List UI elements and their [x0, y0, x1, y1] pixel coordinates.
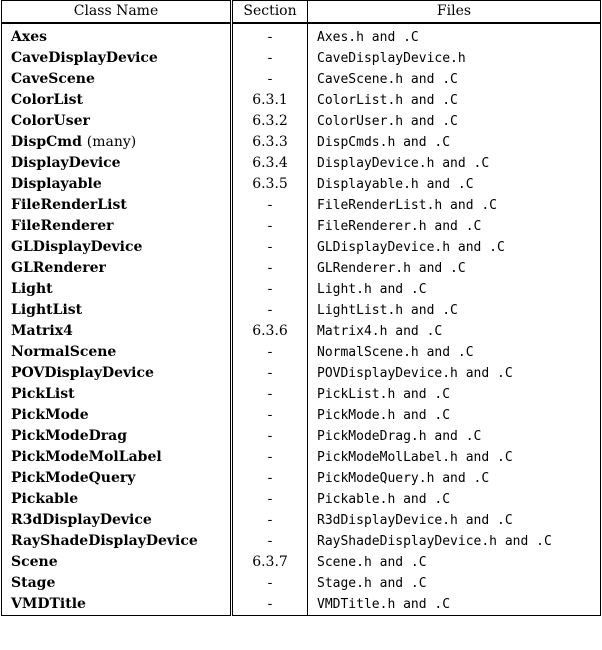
class-name: POVDisplayDevice	[11, 365, 154, 381]
class-name: CaveDisplayDevice	[11, 50, 158, 66]
files-cell: FileRenderList.h and .C	[308, 195, 601, 216]
files-cell: Scene.h and .C	[308, 552, 601, 573]
table-row	[2, 48, 601, 69]
files-cell: VMDTitle.h and .C	[308, 594, 601, 616]
class-name-cell	[2, 90, 232, 111]
class-name-cell	[2, 573, 232, 594]
table-row	[2, 111, 601, 132]
class-name-cell	[2, 342, 232, 363]
class-name-cell	[2, 384, 232, 405]
class-name: PickMode	[11, 407, 89, 423]
files-cell: R3dDisplayDevice.h and .C	[308, 510, 601, 531]
class-name: ColorUser	[11, 113, 90, 129]
class-name: DispCmd	[11, 134, 82, 150]
files-cell: FileRenderer.h and .C	[308, 216, 601, 237]
section-cell: 6.3.5	[232, 174, 308, 195]
class-name: CaveScene	[11, 71, 95, 87]
class-name: Displayable	[11, 176, 102, 192]
class-name: Light	[11, 281, 53, 297]
class-name-cell	[2, 447, 232, 468]
table-row	[2, 300, 601, 321]
table-row	[2, 489, 601, 510]
section-cell: -	[232, 405, 308, 426]
table-row	[2, 405, 601, 426]
files-cell: PickModeQuery.h and .C	[308, 468, 601, 489]
section-cell: 6.3.4	[232, 153, 308, 174]
files-cell: LightList.h and .C	[308, 300, 601, 321]
class-name-cell	[2, 216, 232, 237]
class-name-cell	[2, 426, 232, 447]
class-name-cell	[2, 195, 232, 216]
section-cell: -	[232, 48, 308, 69]
class-name-cell	[2, 153, 232, 174]
header-row	[2, 1, 601, 24]
table-row	[2, 531, 601, 552]
table-row	[2, 321, 601, 342]
files-cell: PickMode.h and .C	[308, 405, 601, 426]
section-cell: -	[232, 216, 308, 237]
class-name-cell	[2, 69, 232, 90]
table-row	[2, 153, 601, 174]
table-row	[2, 174, 601, 195]
section-cell: -	[232, 447, 308, 468]
files-cell: NormalScene.h and .C	[308, 342, 601, 363]
files-cell: Light.h and .C	[308, 279, 601, 300]
section-cell: 6.3.2	[232, 111, 308, 132]
class-name-cell	[2, 321, 232, 342]
files-cell: PickModeDrag.h and .C	[308, 426, 601, 447]
table-row	[2, 216, 601, 237]
section-cell: -	[232, 384, 308, 405]
files-cell: Pickable.h and .C	[308, 489, 601, 510]
class-name: PickModeQuery	[11, 470, 136, 486]
table-row	[2, 468, 601, 489]
section-cell: -	[232, 489, 308, 510]
section-cell: -	[232, 531, 308, 552]
table-row	[2, 510, 601, 531]
class-name: PickList	[11, 386, 75, 402]
class-name-cell	[2, 279, 232, 300]
class-name-cell	[2, 594, 232, 616]
class-name: Stage	[11, 575, 56, 591]
class-name: Matrix4	[11, 323, 73, 339]
class-name: GLDisplayDevice	[11, 239, 143, 255]
class-name: Pickable	[11, 491, 79, 507]
section-cell: 6.3.7	[232, 552, 308, 573]
class-name: PickModeMolLabel	[11, 449, 162, 465]
table-row	[2, 23, 601, 48]
files-cell: Stage.h and .C	[308, 573, 601, 594]
header-section: Section	[232, 1, 308, 24]
class-name: ColorList	[11, 92, 84, 108]
table-row	[2, 132, 601, 153]
class-name-cell	[2, 48, 232, 69]
class-name: NormalScene	[11, 344, 117, 360]
class-name: Axes	[11, 29, 47, 45]
class-name-cell	[2, 552, 232, 573]
files-cell: Matrix4.h and .C	[308, 321, 601, 342]
table-row	[2, 237, 601, 258]
files-cell: RayShadeDisplayDevice.h and .C	[308, 531, 601, 552]
table-row	[2, 447, 601, 468]
class-name-cell	[2, 174, 232, 195]
table-row	[2, 426, 601, 447]
section-cell: -	[232, 300, 308, 321]
table-row	[2, 552, 601, 573]
class-name: LightList	[11, 302, 83, 318]
files-cell: ColorUser.h and .C	[308, 111, 601, 132]
section-cell: 6.3.1	[232, 90, 308, 111]
class-name: FileRenderList	[11, 197, 127, 213]
class-name: DisplayDevice	[11, 155, 121, 171]
class-name-cell	[2, 363, 232, 384]
files-cell: CaveDisplayDevice.h	[308, 48, 601, 69]
header-files: Files	[308, 1, 601, 24]
files-cell: CaveScene.h and .C	[308, 69, 601, 90]
section-cell: -	[232, 342, 308, 363]
class-table	[1, 0, 601, 616]
class-name-cell	[2, 405, 232, 426]
section-cell: -	[232, 69, 308, 90]
section-cell: -	[232, 195, 308, 216]
files-cell: GLRenderer.h and .C	[308, 258, 601, 279]
section-cell: -	[232, 363, 308, 384]
section-cell: -	[232, 426, 308, 447]
table-row	[2, 69, 601, 90]
files-cell: ColorList.h and .C	[308, 90, 601, 111]
table-row	[2, 594, 601, 616]
class-name: RayShadeDisplayDevice	[11, 533, 198, 549]
table-row	[2, 573, 601, 594]
section-cell: -	[232, 594, 308, 616]
class-name-cell	[2, 23, 232, 48]
files-cell: POVDisplayDevice.h and .C	[308, 363, 601, 384]
section-cell: 6.3.3	[232, 132, 308, 153]
files-cell: DispCmds.h and .C	[308, 132, 601, 153]
section-cell: -	[232, 23, 308, 48]
table-row	[2, 279, 601, 300]
section-cell: -	[232, 237, 308, 258]
table-row	[2, 258, 601, 279]
table-row	[2, 384, 601, 405]
class-name-cell	[2, 237, 232, 258]
files-cell: Displayable.h and .C	[308, 174, 601, 195]
class-name: FileRenderer	[11, 218, 114, 234]
class-name-cell	[2, 510, 232, 531]
class-name-cell	[2, 111, 232, 132]
table-row	[2, 195, 601, 216]
class-name-cell	[2, 531, 232, 552]
table-row	[2, 363, 601, 384]
files-cell: GLDisplayDevice.h and .C	[308, 237, 601, 258]
class-name: R3dDisplayDevice	[11, 512, 152, 528]
class-name-cell	[2, 468, 232, 489]
files-cell: Axes.h and .C	[308, 23, 601, 48]
class-name: Scene	[11, 554, 58, 570]
files-cell: DisplayDevice.h and .C	[308, 153, 601, 174]
section-cell: -	[232, 279, 308, 300]
class-name: VMDTitle	[11, 596, 86, 612]
files-cell: PickModeMolLabel.h and .C	[308, 447, 601, 468]
section-cell: -	[232, 258, 308, 279]
class-name-cell	[2, 489, 232, 510]
section-cell: -	[232, 573, 308, 594]
class-name-cell	[2, 132, 232, 153]
section-cell: -	[232, 468, 308, 489]
class-name-cell	[2, 300, 232, 321]
class-name: GLRenderer	[11, 260, 106, 276]
table-row	[2, 342, 601, 363]
class-name: PickModeDrag	[11, 428, 127, 444]
header-class-name: Class Name	[2, 1, 232, 24]
class-note: (many)	[86, 134, 137, 150]
files-cell: PickList.h and .C	[308, 384, 601, 405]
section-cell: 6.3.6	[232, 321, 308, 342]
section-cell: -	[232, 510, 308, 531]
table-row	[2, 90, 601, 111]
table-body	[2, 23, 601, 616]
class-name-cell	[2, 258, 232, 279]
